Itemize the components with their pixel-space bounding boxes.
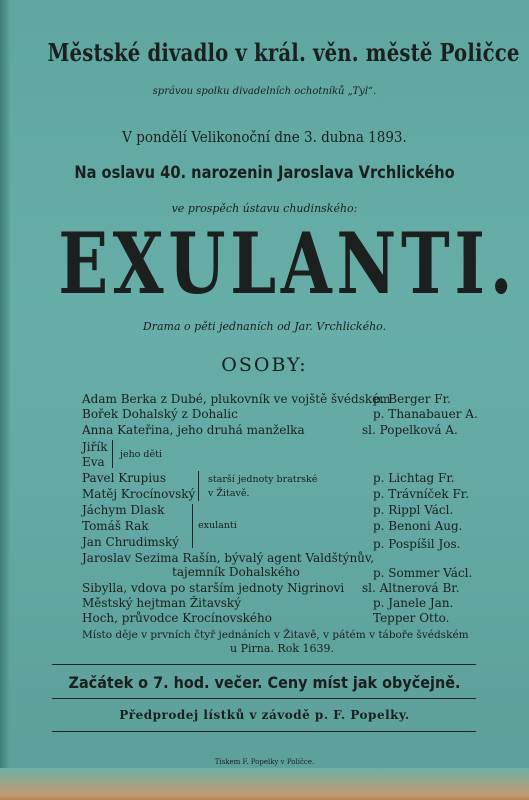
cast-actor: p. Benoni Aug. (373, 519, 463, 533)
cast-role: Pavel Krupius (82, 471, 167, 485)
cast-actor: Tepper Otto. (373, 611, 450, 625)
paper-edge-bottom (0, 768, 529, 800)
cast-actor: p. Lichtag Fr. (373, 471, 455, 485)
cast-role: tajemník Dohalského (172, 565, 300, 579)
cast-actor: p. Pospíšil Jos. (373, 537, 461, 551)
beneficiary-line: ve prospěch ústavu chudinského: (171, 202, 358, 215)
paper-edge-left (0, 0, 10, 800)
cast-role: Městský hejtman Žitavský (82, 596, 241, 610)
cast-role: Jaroslav Sezima Rašín, bývalý agent Valdštýnův, (82, 551, 375, 565)
presale-line: Předprodej lístků v závodě p. F. Popelky. (119, 708, 410, 722)
occasion-line: Na oslavu 40. narozenin Jaroslava Vrchlického (74, 163, 455, 183)
divider-rule (52, 731, 476, 732)
cast-role: Hoch, průvodce Krocínovského (82, 611, 272, 625)
cast-role: Adam Berka z Dubé, plukovník ve vojště švédském (82, 392, 391, 406)
group-note-elders-place: v Žitavě. (208, 488, 250, 499)
cast-actor: sl. Altnerová Br. (362, 581, 460, 595)
cast-actor: p. Berger Fr. (373, 392, 451, 406)
cast-actor: p. Thanabauer A. (373, 407, 478, 421)
cast-role: Jáchym Dlask (82, 503, 165, 517)
cast-role: Sibylla, vdova po starším jednoty Nigrinovi (82, 581, 345, 595)
printer-line: Tiskem F. Popelky v Poličce. (214, 758, 315, 766)
group-note-exiles: exulanti (198, 520, 237, 531)
group-note-elders: starší jednoty bratrské (208, 474, 318, 485)
play-title: EXULANTI. (58, 214, 518, 313)
cast-actor: p. Trávníček Fr. (373, 487, 470, 501)
place-line: u Pirna. Rok 1639. (230, 642, 334, 655)
cast-role: Jiřík (82, 440, 108, 454)
place-of-action (82, 628, 482, 656)
cast-actor: p. Rippl Václ. (373, 503, 454, 517)
cast-role: Eva (82, 455, 105, 469)
cast-role: Bořek Dohalský z Dohalic (82, 407, 238, 421)
management-line: správou spolku divadelních ochotníků „Tyl“. (152, 86, 377, 97)
persons-heading: OSOBY: (221, 354, 308, 376)
play-description: Drama o pěti jednaních od Jar. Vrchlického. (142, 320, 387, 333)
divider-rule (52, 698, 476, 699)
cast-actor: p. Janele Jan. (373, 596, 454, 610)
children-brace (112, 440, 113, 468)
cast-role: Jan Chrudimský (82, 535, 179, 549)
start-time-line: Začátek o 7. hod. večer. Ceny míst jak obyčejně. (68, 673, 461, 692)
cast-role: Tomáš Rak (82, 519, 149, 533)
cast-role: Anna Kateřina, jeho druhá manželka (82, 423, 305, 437)
divider-rule (52, 664, 476, 665)
poster-title: Městské divadlo v král. věn. městě Poličce (47, 38, 520, 67)
date-line: V pondělí Velikonoční dne 3. dubna 1893. (122, 128, 407, 146)
place-line: Místo děje v prvních čtyř jednáních v Žitavě, v pátém v táboře švédském (82, 629, 469, 641)
cast-actor: sl. Popelková A. (362, 423, 458, 437)
cast-actor: p. Sommer Václ. (373, 566, 473, 580)
cast-role: Matěj Krocínovský (82, 487, 196, 501)
group-note-children: jeho děti (120, 449, 162, 460)
exiles-brace (192, 504, 193, 548)
elders-brace (198, 471, 199, 501)
